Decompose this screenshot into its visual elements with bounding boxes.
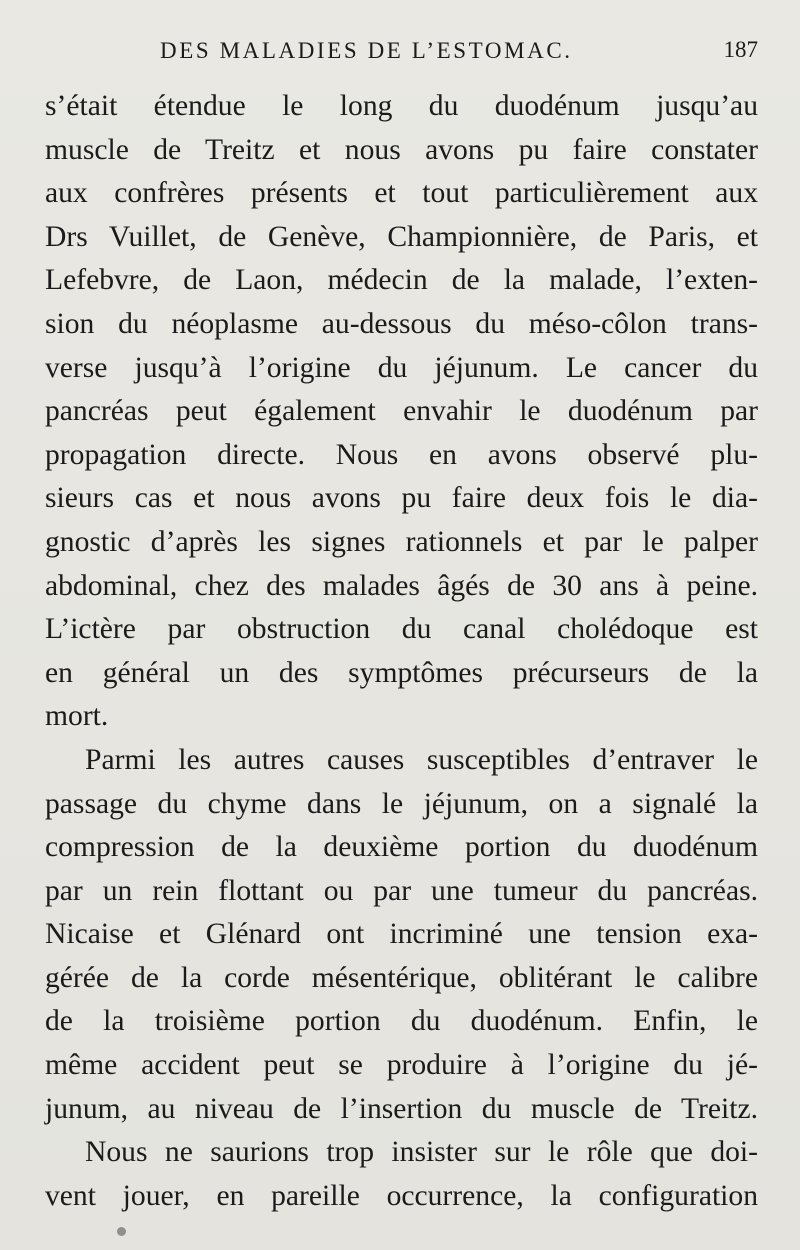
text-line: de la troisième portion du duodénum. Enfin, le — [45, 1005, 758, 1038]
text-line: aux confrères présents et tout particulièrement aux — [45, 177, 758, 210]
text-line: propagation directe. Nous en avons observé plu- — [45, 438, 758, 471]
running-title: DES MALADIES DE L’ESTOMAC. — [160, 38, 573, 63]
text-line: Nous ne saurions trop insister sur le rôle que doi- — [85, 1136, 758, 1169]
body-text — [45, 85, 758, 1218]
text-line: pancréas peut également envahir le duodénum par — [45, 395, 758, 428]
text-line: par un rein flottant ou par une tumeur du pancréas. — [45, 874, 758, 907]
text-line: gnostic d’après les signes rationnels et par le palper — [45, 525, 758, 558]
text-line: abdominal, chez des malades âgés de 30 ans à peine. — [45, 569, 758, 602]
text-line: Nicaise et Glénard ont incriminé une tension exa- — [45, 918, 758, 951]
text-line: mort. — [45, 700, 109, 733]
text-line: s’était étendue le long du duodénum jusqu’au — [45, 90, 758, 122]
page-number: 187 — [723, 37, 758, 62]
text-line: Parmi les autres causes susceptibles d’entraver le — [85, 743, 758, 776]
text-line: gérée de la corde mésentérique, oblitérant le calibre — [45, 961, 758, 994]
text-line: L’ictère par obstruction du canal cholédoque est — [45, 613, 758, 646]
paragraph-1 — [45, 85, 758, 739]
paragraph-3 — [45, 1131, 758, 1218]
text-line: verse jusqu’à l’origine du jéjunum. Le cancer du — [45, 351, 758, 384]
text-line: muscle de Treitz et nous avons pu faire constater — [45, 133, 758, 166]
text-line: même accident peut se produire à l’origine du jé- — [45, 1049, 758, 1082]
text-line: sieurs cas et nous avons pu faire deux fois le dia- — [45, 482, 758, 515]
text-line: Drs Vuillet, de Genève, Championnière, de Paris, et — [45, 220, 758, 253]
text-line: en général un des symptômes précurseurs de la — [45, 656, 758, 689]
text-line: sion du néoplasme au-dessous du méso-côlon trans- — [45, 307, 758, 340]
paragraph-2 — [45, 739, 758, 1131]
text-line: Lefebvre, de Laon, médecin de la malade, l’exten- — [45, 264, 758, 297]
ink-speck — [117, 1227, 126, 1236]
running-head — [45, 0, 758, 72]
text-line: vent jouer, en pareille occurrence, la configuration — [45, 1179, 758, 1212]
text-line: passage du chyme dans le jéjunum, on a signalé la — [45, 787, 758, 820]
text-line: compression de la deuxième portion du duodénum — [45, 831, 758, 864]
text-line: junum, au niveau de l’insertion du muscle de Treitz. — [45, 1092, 758, 1125]
